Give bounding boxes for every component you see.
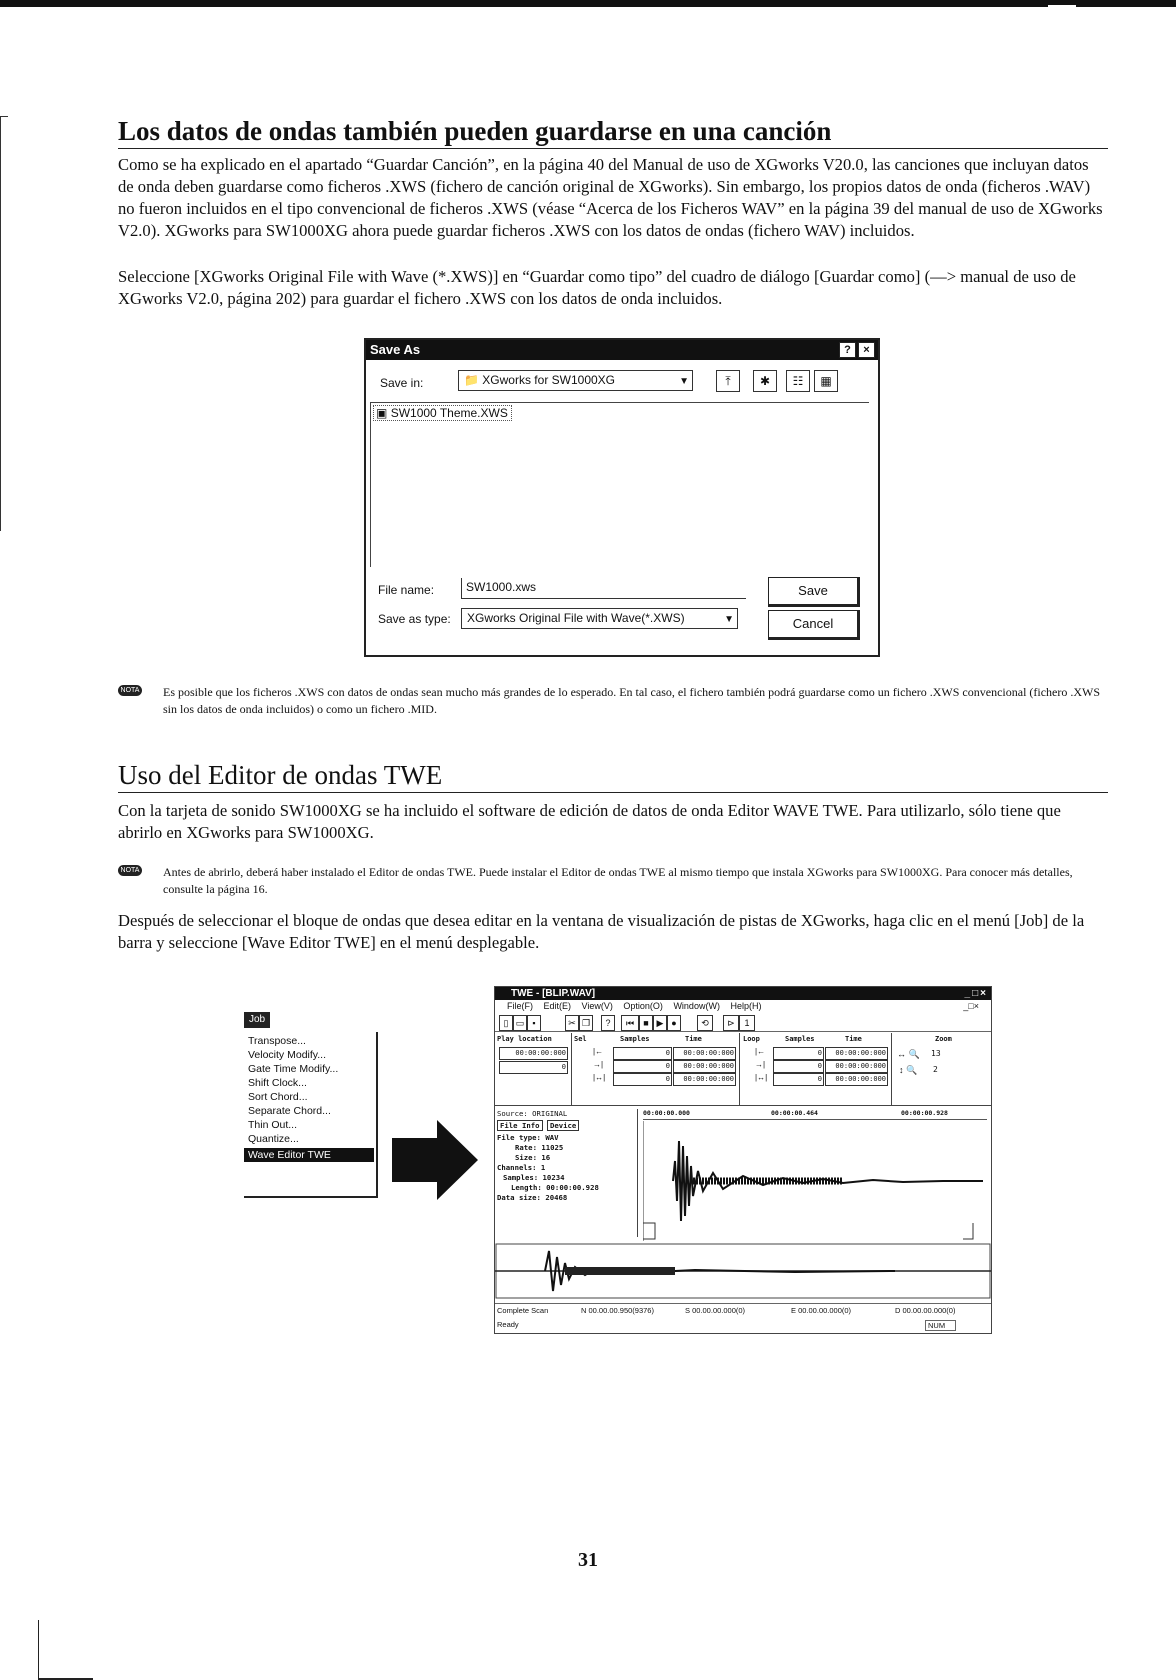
twe-toolbar [495, 1013, 991, 1032]
note-1 [118, 684, 1108, 718]
sel-start-time[interactable]: 00:00:00:000 [673, 1047, 736, 1060]
play-time-field[interactable]: 00:00:00:000 [499, 1047, 568, 1060]
twe-position-panel [495, 1033, 991, 1106]
loop-end-time[interactable]: 00:00:00:000 [825, 1060, 888, 1073]
channels-value: Channels: 1 [497, 1163, 546, 1172]
section1-paragraph-2: Seleccione [XGworks Original File with Wave (*.XWS)] en “Guardar como tipo” del cuadro de diálogo [Guardar como] (—> manual de uso de XGworks V2.0, página 202) para guardar el fichero .XWS con los datos de onda incluidos. [118, 267, 1076, 308]
tab-file-info[interactable]: File Info [497, 1120, 543, 1131]
note-2 [118, 864, 1108, 898]
note-2-text: Antes de abrirlo, deberá haber instalado el Editor de ondas TWE. Puede instalar el Editor de ondas TWE al mismo tiempo que instala XGworks para SW1000XG. Para conocer más detalles, consulte la página 16. [163, 865, 1073, 896]
save-in-label: Save in: [380, 376, 424, 390]
up-folder-icon[interactable]: ⤒ [716, 370, 740, 392]
save-as-type-value: XGworks Original File with Wave(*.XWS) [467, 611, 685, 625]
menu-file[interactable]: File(F) [507, 1001, 533, 1011]
list-item[interactable] [373, 405, 512, 421]
section1-paragraph-1: Como se ha explicado en el apartado “Guardar Canción”, en la página 40 del Manual de uso de XGworks V20.0, las canciones que incluyan datos de onda deben guardarse como ficheros .XWS (fichero de canción original de XGworks). Sin embargo, los propios datos de onda (ficheros .WAV) no fueron incluidos en el tipo convencional de ficheros .XWS (véase “Acerca de los Ficheros WAV” en la página 39 del manual de uso de XGworks V2.0). XGworks para SW1000XG ahora puede guardar ficheros .XWS con los datos de ondas (fichero WAV) incluidos. [118, 155, 1103, 240]
dialog-titlebar [366, 340, 878, 360]
panel-divider [891, 1033, 892, 1105]
tab-device[interactable]: Device [547, 1120, 579, 1131]
top-rule-notch [1048, 5, 1076, 10]
waveform-main[interactable] [643, 1121, 987, 1241]
menu-item-thin-out[interactable]: Thin Out... [248, 1119, 298, 1131]
top-rule [0, 0, 1176, 7]
job-menu [244, 1012, 378, 1196]
loop-samples-label: Samples [785, 1035, 815, 1043]
status-e: E 00.00.00.000(0) [791, 1306, 852, 1315]
open-file-icon[interactable]: ▭ [513, 1015, 527, 1031]
twe-title: TWE - [BLIP.WAV] [511, 988, 596, 999]
save-as-dialog [364, 338, 880, 657]
folder-icon: 📁 [464, 373, 479, 387]
dialog-title: Save As [370, 342, 421, 357]
right-arrow-icon [392, 1120, 482, 1200]
zoom-label: Zoom [935, 1035, 952, 1043]
menu-help[interactable]: Help(H) [730, 1001, 762, 1011]
save-in-combo[interactable] [458, 370, 693, 391]
menu-item-sort-chord[interactable]: Sort Chord... [248, 1091, 308, 1103]
new-file-icon[interactable]: ▯ [499, 1015, 513, 1031]
loop-length-samples[interactable]: 0 [773, 1073, 824, 1086]
crop-mark [38, 1620, 39, 1680]
loop-start-time[interactable]: 00:00:00:000 [825, 1047, 888, 1060]
section2-paragraph-1: Con la tarjeta de sonido SW1000XG se ha incluido el software de edición de datos de onda Editor WAVE TWE. Para utilizarlo, sólo tiene que abrirlo en XGworks para SW1000XG. [118, 801, 1061, 842]
cancel-button[interactable]: Cancel [768, 610, 860, 640]
sel-length-samples[interactable]: 0 [613, 1073, 672, 1086]
file-icon: ▣ [376, 406, 388, 420]
note-badge: NOTA [118, 685, 142, 696]
play-samples-field[interactable]: 0 [499, 1061, 568, 1074]
list-view-icon[interactable]: ☷ [786, 370, 810, 392]
loop-icon[interactable]: ⟲ [697, 1015, 713, 1031]
size-value: Size: 16 [515, 1153, 551, 1162]
time-ruler [643, 1109, 987, 1120]
save-button[interactable]: Save [768, 577, 860, 607]
loop-end-icon: →| [755, 1060, 766, 1069]
menu-window[interactable]: Window(W) [673, 1001, 720, 1011]
menu-item-gate-time-modify[interactable]: Gate Time Modify... [248, 1063, 339, 1075]
job-menu-title[interactable]: Job [244, 1012, 270, 1028]
ruler-end: 00:00:00.928 [901, 1109, 948, 1117]
sel-label: Sel [574, 1035, 587, 1043]
status-s: S 00.00.00.000(0) [685, 1306, 746, 1315]
record-icon[interactable]: ● [667, 1015, 681, 1031]
zoom-v-value: 2 [933, 1065, 938, 1074]
cut-icon[interactable]: ✂ [565, 1015, 579, 1031]
marker-icon[interactable]: ⊳ [723, 1015, 739, 1031]
panel-divider [571, 1033, 572, 1105]
file-item-label: SW1000 Theme.XWS [390, 406, 508, 420]
menu-item-shift-clock[interactable]: Shift Clock... [248, 1077, 307, 1089]
note-badge: NOTA [118, 865, 142, 876]
loop-start-samples[interactable]: 0 [773, 1047, 824, 1060]
twe-titlebar [495, 987, 991, 1000]
zoom-horizontal-icon[interactable]: ↔ 🔍 [897, 1049, 920, 1059]
file-list[interactable] [370, 402, 869, 567]
menu-item-separate-chord[interactable]: Separate Chord... [248, 1105, 331, 1117]
status-n: N 00.00.00.950(9376) [581, 1306, 654, 1315]
window-controls-icon[interactable]: _□× [964, 988, 988, 999]
loop-length-icon: |↔| [755, 1073, 768, 1082]
loop-label: Loop [743, 1035, 760, 1043]
waveform-overview[interactable] [495, 1243, 991, 1299]
sel-start-icon: |← [593, 1047, 604, 1056]
file-name-input[interactable]: SW1000.xws [461, 578, 746, 599]
save-as-type-label: Save as type: [378, 612, 451, 626]
counter-icon[interactable]: 1 [739, 1015, 755, 1031]
sel-end-samples[interactable]: 0 [613, 1060, 672, 1073]
status-ready: Ready [497, 1320, 519, 1329]
chevron-down-icon: ▼ [679, 376, 689, 387]
job-menu-dropdown [244, 1032, 378, 1198]
sel-length-time[interactable]: 00:00:00:000 [673, 1073, 736, 1086]
margin-rule [0, 116, 1, 531]
twe-window [494, 986, 992, 1334]
play-location-label: Play location [497, 1035, 552, 1043]
ruler-start: 00:00:00.000 [643, 1109, 690, 1117]
save-file-icon[interactable]: ▪ [527, 1015, 541, 1031]
zoom-h-value: 13 [931, 1049, 941, 1058]
sel-end-icon: →| [593, 1060, 604, 1069]
new-folder-icon[interactable]: ✱ [753, 370, 777, 392]
save-as-type-combo[interactable] [461, 608, 738, 629]
file-info-panel [497, 1109, 638, 1237]
margin-mark [0, 116, 8, 117]
status-scan: Complete Scan [497, 1306, 549, 1315]
file-name-label: File name: [378, 583, 435, 597]
length-value: Length: 00:00:00.928 [511, 1183, 599, 1192]
sel-end-time[interactable]: 00:00:00:000 [673, 1060, 736, 1073]
sel-length-icon: |↔| [593, 1073, 606, 1082]
loop-length-time[interactable]: 00:00:00:000 [825, 1073, 888, 1086]
save-in-value: XGworks for SW1000XG [482, 373, 616, 387]
twe-menubar [495, 1000, 991, 1013]
help-icon[interactable]: ? [601, 1015, 615, 1031]
rate-value: Rate: 11025 [515, 1143, 564, 1152]
menu-edit[interactable]: Edit(E) [543, 1001, 572, 1011]
rewind-icon[interactable]: ⏮ [621, 1015, 639, 1031]
menu-item-wave-editor-twe[interactable]: Wave Editor TWE [244, 1148, 374, 1162]
samples-label: Samples [620, 1035, 650, 1043]
close-button[interactable]: × [858, 342, 875, 358]
help-button[interactable]: ? [839, 342, 856, 358]
menu-view[interactable]: View(V) [581, 1001, 613, 1011]
mdi-controls-icon[interactable]: _□× [963, 1001, 979, 1011]
source-label: Source: ORIGINAL [497, 1109, 568, 1118]
loop-end-samples[interactable]: 0 [773, 1060, 824, 1073]
stop-icon[interactable]: ■ [639, 1015, 653, 1031]
file-type-value: File type: WAV [497, 1133, 559, 1142]
details-view-icon[interactable]: ▦ [814, 370, 838, 392]
ruler-mid: 00:00:00.464 [771, 1109, 818, 1117]
menu-item-velocity-modify[interactable]: Velocity Modify... [248, 1049, 327, 1061]
note-1-text: Es posible que los ficheros .XWS con datos de ondas sean mucho más grandes de lo esperado. En tal caso, el fichero también podrá guardarse como un fichero .XWS convencional (fichero .XWS sin los datos de onda incluidos) o como un fichero .MID. [163, 685, 1101, 716]
status-num: NUM [925, 1320, 956, 1331]
samples-value: Samples: 10234 [503, 1173, 565, 1182]
zoom-vertical-icon[interactable]: ↕ 🔍 [899, 1065, 918, 1075]
panel-divider [739, 1033, 740, 1105]
section-title-save-wave: Los datos de ondas también pueden guardarse en una canción [118, 116, 1108, 149]
section-title-twe: Uso del Editor de ondas TWE [118, 760, 1108, 793]
chevron-down-icon: ▼ [724, 614, 734, 625]
menu-item-quantize[interactable]: Quantize... [248, 1133, 299, 1145]
sel-start-samples[interactable]: 0 [613, 1047, 672, 1060]
copy-icon[interactable]: ❐ [579, 1015, 593, 1031]
status-d: D 00.00.00.000(0) [895, 1306, 956, 1315]
status-bar [495, 1303, 991, 1334]
play-icon[interactable]: ▶ [653, 1015, 667, 1031]
section2-paragraph-2: Después de seleccionar el bloque de ondas que desea editar en la ventana de visualización de pistas de XGworks, haga clic en el menú [Job] de la barra y seleccione [Wave Editor TWE] en el menú desplegable. [118, 911, 1085, 952]
data-size-value: Data size: 20468 [497, 1193, 568, 1202]
menu-option[interactable]: Option(O) [623, 1001, 663, 1011]
loop-time-label: Time [845, 1035, 862, 1043]
page-number: 31 [578, 1549, 598, 1571]
time-label: Time [685, 1035, 702, 1043]
loop-start-icon: |← [755, 1047, 766, 1056]
menu-item-transpose[interactable]: Transpose... [248, 1035, 306, 1047]
